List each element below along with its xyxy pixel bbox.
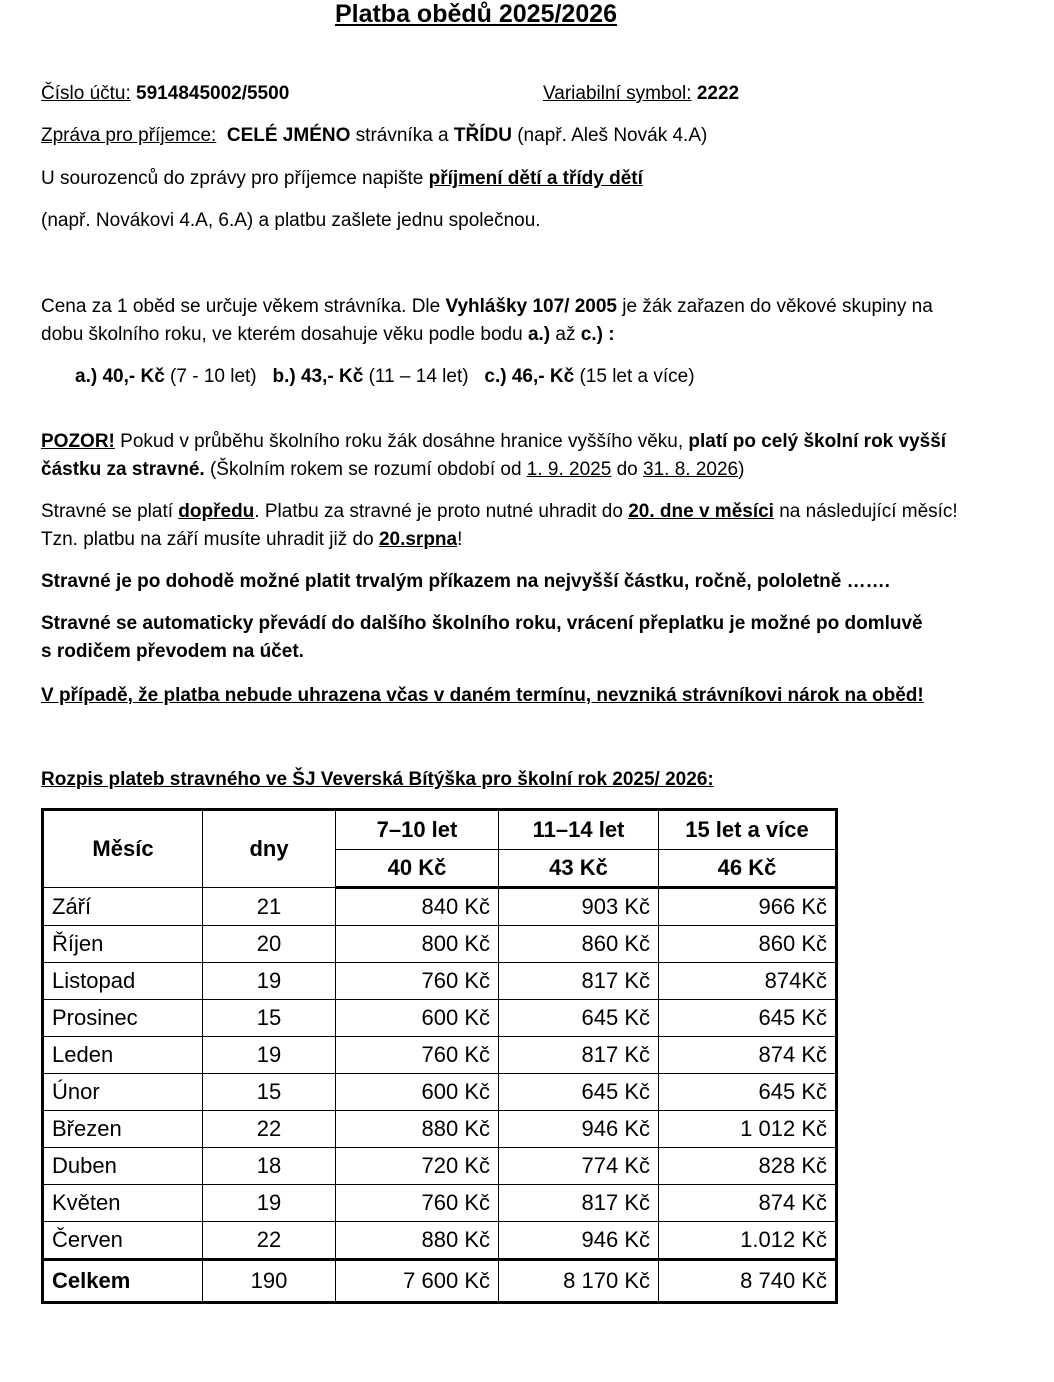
table-row: [43, 1222, 837, 1260]
header-month: Měsíc: [43, 810, 203, 888]
table-row: [43, 1111, 837, 1148]
table-row: [43, 963, 837, 1000]
group-a-age: (7 - 10 let): [164, 366, 257, 387]
amount-c-cell: 828 Kč: [659, 1148, 837, 1185]
schedule-heading: Rozpis plateb stravného ve ŠJ Veverská Bítýška pro školní rok 2025/ 2026:: [41, 769, 714, 790]
month-cell: Květen: [43, 1185, 203, 1222]
total-b: 8 170 Kč: [499, 1260, 659, 1303]
warning-text: Pokud v průběhu školního roku žák dosáhne hranice vyššího věku,: [114, 431, 689, 452]
month-cell: Duben: [43, 1148, 203, 1185]
table-row: [43, 888, 837, 926]
price-line-1: [41, 293, 933, 321]
table-row: [43, 1185, 837, 1222]
warning-label: POZOR!: [41, 431, 115, 452]
variable-symbol-value: 2222: [696, 83, 740, 104]
days-cell: 21: [203, 888, 336, 926]
warning-emphasis: platí po celý školní rok vyšší: [688, 431, 947, 452]
table-row: [43, 926, 837, 963]
point-c: c.) :: [580, 324, 615, 345]
school-year-close: ): [738, 459, 745, 480]
group-b-age: (11 – 14 let): [363, 366, 469, 387]
warning-line-2: [41, 456, 744, 484]
table-row: [43, 1148, 837, 1185]
transfer-note-line-2: s rodičem převodem na účet.: [41, 641, 304, 662]
header-age-c: 15 let a více: [659, 810, 837, 850]
siblings-emphasis: příjmení dětí a třídy dětí: [428, 168, 643, 189]
amount-b-cell: 946 Kč: [499, 1111, 659, 1148]
days-cell: 15: [203, 1000, 336, 1037]
amount-b-cell: 774 Kč: [499, 1148, 659, 1185]
amount-a-cell: 760 Kč: [336, 1185, 499, 1222]
amount-a-cell: 880 Kč: [336, 1222, 499, 1260]
amount-c-cell: 645 Kč: [659, 1000, 837, 1037]
month-cell: Září: [43, 888, 203, 926]
days-cell: 19: [203, 1185, 336, 1222]
total-label: Celkem: [43, 1260, 203, 1303]
amount-b-cell: 817 Kč: [499, 1037, 659, 1074]
amount-a-cell: 720 Kč: [336, 1148, 499, 1185]
price-groups: [75, 363, 695, 391]
amount-c-cell: 860 Kč: [659, 926, 837, 963]
amount-c-cell: 874Kč: [659, 963, 837, 1000]
header-days: dny: [203, 810, 336, 888]
account-number: 5914845002/5500: [136, 83, 290, 104]
amount-c-cell: 1 012 Kč: [659, 1111, 837, 1148]
price-text: Cena za 1 oběd se určuje věkem strávníka. Dle: [41, 296, 446, 317]
advance-text: Stravné se platí: [41, 501, 179, 522]
price-text-cont: je žák zařazen do věkové skupiny na: [616, 296, 933, 317]
price-text-2: dobu školního roku, ve kterém dosahuje věku podle bodu: [41, 324, 528, 345]
month-cell: Leden: [43, 1037, 203, 1074]
amount-a-cell: 760 Kč: [336, 1037, 499, 1074]
amount-c-cell: 645 Kč: [659, 1074, 837, 1111]
price-line-2: [41, 321, 615, 349]
total-c: 8 740 Kč: [659, 1260, 837, 1303]
deadline-day: 20. dne v měsíci: [628, 501, 774, 522]
header-age-a: 7–10 let: [336, 810, 499, 850]
table-total-row: [43, 1260, 837, 1303]
total-a: 7 600 Kč: [336, 1260, 499, 1303]
amount-a-cell: 600 Kč: [336, 1074, 499, 1111]
amount-a-cell: 760 Kč: [336, 963, 499, 1000]
decree-reference: Vyhlášky 107/ 2005: [445, 296, 617, 317]
amount-b-cell: 817 Kč: [499, 1185, 659, 1222]
advance-text-2: . Platbu za stravné je proto nutné uhradit do: [254, 501, 629, 522]
amount-b-cell: 860 Kč: [499, 926, 659, 963]
school-year-end: 31. 8. 2026: [643, 459, 739, 480]
amount-a-cell: 880 Kč: [336, 1111, 499, 1148]
days-cell: 18: [203, 1148, 336, 1185]
point-a: a.): [527, 324, 551, 345]
amount-b-cell: 903 Kč: [499, 888, 659, 926]
month-cell: Červen: [43, 1222, 203, 1260]
message-line: [41, 122, 707, 150]
amount-a-cell: 600 Kč: [336, 1000, 499, 1037]
header-age-b: 11–14 let: [499, 810, 659, 850]
table-row: [43, 1074, 837, 1111]
amount-c-cell: 874 Kč: [659, 1037, 837, 1074]
school-year-start: 1. 9. 2025: [526, 459, 612, 480]
advance-line-1: [41, 498, 958, 526]
school-year-text: (Školním rokem se rozumí období od: [204, 459, 527, 480]
days-cell: 15: [203, 1074, 336, 1111]
payment-table: [41, 808, 838, 1304]
siblings-line-2: (např. Novákovi 4.A, 6.A) a platbu zašlete jednu společnou.: [41, 210, 541, 231]
days-cell: 19: [203, 1037, 336, 1074]
header-price-a: 40 Kč: [336, 850, 499, 888]
warning-emphasis-2: částku za stravné.: [41, 459, 205, 480]
group-c-age: (15 let a více): [574, 366, 695, 387]
siblings-line-1: [41, 165, 643, 193]
days-cell: 20: [203, 926, 336, 963]
table-row: [43, 1037, 837, 1074]
table-row: [43, 1000, 837, 1037]
late-payment-note: V případě, že platba nebude uhrazena včas v daném termínu, nevzniká strávníkovi nárok na oběd!: [41, 685, 924, 706]
amount-b-cell: 645 Kč: [499, 1000, 659, 1037]
siblings-text: U sourozenců do zprávy pro příjemce napište: [41, 168, 429, 189]
advance-line-2: [41, 526, 462, 554]
amount-a-cell: 840 Kč: [336, 888, 499, 926]
advance-text-3: na následující měsíc!: [773, 501, 958, 522]
days-cell: 22: [203, 1111, 336, 1148]
advance-emphasis: dopředu: [178, 501, 255, 522]
total-days: 190: [203, 1260, 336, 1303]
account-line: [41, 80, 289, 108]
month-cell: Říjen: [43, 926, 203, 963]
header-price-c: 46 Kč: [659, 850, 837, 888]
standing-order-note: Stravné je po dohodě možné platit trvalým příkazem na nejvyšší částku, ročně, pololetně …….: [41, 571, 890, 592]
variable-symbol-line: [543, 80, 739, 108]
days-cell: 19: [203, 963, 336, 1000]
account-label: Číslo účtu:: [41, 83, 131, 104]
amount-a-cell: 800 Kč: [336, 926, 499, 963]
school-year-to: do: [611, 459, 644, 480]
advance-text-5: !: [457, 529, 463, 550]
price-text-3: až: [550, 324, 581, 345]
group-a-price: a.) 40,- Kč: [75, 366, 165, 387]
message-name-text: CELÉ JMÉNO: [226, 125, 351, 146]
month-cell: Březen: [43, 1111, 203, 1148]
table-header-row: [43, 810, 837, 850]
page-title: Platba obědů 2025/2026: [334, 0, 618, 28]
month-cell: Prosinec: [43, 1000, 203, 1037]
message-example: (např. Aleš Novák 4.A): [511, 125, 708, 146]
month-cell: Listopad: [43, 963, 203, 1000]
header-price-b: 43 Kč: [499, 850, 659, 888]
amount-c-cell: 966 Kč: [659, 888, 837, 926]
warning-line-1: [41, 428, 946, 456]
days-cell: 22: [203, 1222, 336, 1260]
advance-text-4: Tzn. platbu na září musíte uhradit již do: [41, 529, 379, 550]
month-cell: Únor: [43, 1074, 203, 1111]
amount-c-cell: 1.012 Kč: [659, 1222, 837, 1260]
amount-b-cell: 946 Kč: [499, 1222, 659, 1260]
amount-c-cell: 874 Kč: [659, 1185, 837, 1222]
august-deadline: 20.srpna: [378, 529, 458, 550]
amount-b-cell: 645 Kč: [499, 1074, 659, 1111]
message-label: Zpráva pro příjemce:: [41, 125, 217, 146]
variable-symbol-label: Variabilní symbol:: [543, 83, 692, 104]
amount-b-cell: 817 Kč: [499, 963, 659, 1000]
group-b-price: b.) 43,- Kč: [272, 366, 364, 387]
group-c-price: c.) 46,- Kč: [484, 366, 575, 387]
message-class-text: TŘÍDU: [453, 125, 512, 146]
message-text: strávníka a: [350, 125, 454, 146]
transfer-note-line-1: Stravné se automaticky převádí do dalšího školního roku, vrácení přeplatku je možné po domluvě: [41, 613, 923, 634]
